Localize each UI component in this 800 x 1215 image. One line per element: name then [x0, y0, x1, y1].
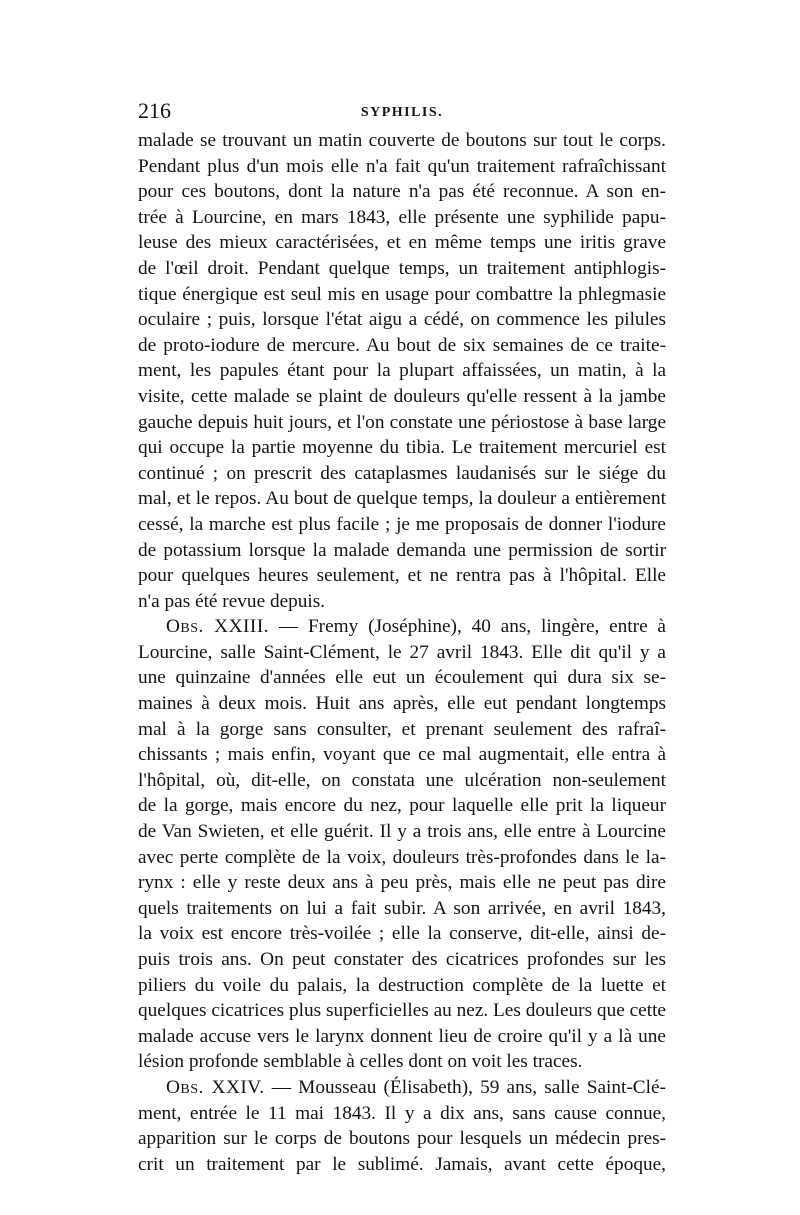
- line-text: rynx : elle y reste deux ans à peu près, mais elle ne peut pas dire: [138, 872, 666, 894]
- line-text: l'hôpital, où, dit-elle, on constata une ulcération non-seulement: [138, 769, 666, 791]
- line-text: leuse des mieux caractérisées, et en même temps une iritis grave: [138, 232, 666, 254]
- line-text: Pendant plus d'un mois elle n'a fait qu'un traitement rafraîchissant: [138, 155, 666, 177]
- text-line: [138, 896, 666, 922]
- text-line: [138, 410, 666, 436]
- observation-label: Obs. XXIV.: [166, 1076, 265, 1098]
- text-line: [138, 998, 666, 1024]
- line-text: Lourcine, salle Saint-Clément, le 27 avril 1843. Elle dit qu'il y a: [138, 641, 666, 663]
- line-text: apparition sur le corps de boutons pour lesquels un médecin pres-: [138, 1128, 666, 1150]
- line-text: puis trois ans. On peut constater des cicatrices profondes sur les: [138, 949, 666, 970]
- text-line: [138, 845, 666, 871]
- line-text: cessé, la marche est plus facile ; je me proposais de donner l'iodure: [138, 513, 666, 535]
- line-text: pour quelques heures seulement, et ne rentra pas à l'hôpital. Elle: [138, 565, 666, 587]
- line-text: quels traitements on lui a fait subir. A son arrivée, en avril 1843,: [138, 897, 666, 919]
- text-line: [138, 486, 666, 512]
- line-text: oculaire ; puis, lorsque l'état aigu a cédé, on commence les pilules: [138, 309, 666, 331]
- line-text: malade se trouvant un matin couverte de boutons sur tout le corps.: [138, 130, 666, 151]
- line-text: ment, les papules étant pour la plupart affaissées, un matin, à la: [138, 360, 666, 382]
- line-text: gauche depuis huit jours, et l'on constate une périostose à base large: [138, 411, 666, 433]
- line-text: visite, cette malade se plaint de douleurs qu'elle ressent à la jambe: [138, 385, 666, 407]
- text-line: [138, 614, 666, 640]
- line-text: lésion profonde semblable à celles dont on voit les traces.: [138, 1051, 583, 1073]
- text-line: [138, 358, 666, 384]
- text-line: [138, 461, 666, 487]
- text-line: [138, 819, 666, 845]
- line-text: mal à la gorge sans consulter, et prenant seulement des rafraî-: [138, 718, 666, 740]
- text-line: [138, 538, 666, 564]
- page-number: 216: [138, 98, 171, 123]
- line-text: mal, et le repos. Au bout de quelque temps, la douleur a entièrement: [138, 488, 666, 510]
- running-head: [138, 96, 666, 126]
- line-text: crit un traitement par le sublimé. Jamais, avant cette époque,: [138, 1153, 666, 1175]
- text-line: [138, 589, 666, 615]
- text-line: [138, 1101, 666, 1127]
- line-text: de Van Swieten, et elle guérit. Il y a trois ans, elle entre à Lourcine: [138, 821, 666, 843]
- body-text: [138, 128, 666, 1177]
- text-line: [138, 1075, 666, 1101]
- line-text: quelques cicatrices plus superficielles au nez. Les douleurs que cette: [138, 1000, 666, 1022]
- text-line: [138, 384, 666, 410]
- text-line: [138, 1126, 666, 1152]
- text-line: [138, 973, 666, 999]
- text-line: [138, 307, 666, 333]
- text-line: [138, 230, 666, 256]
- text-line: [138, 205, 666, 231]
- observation-label: Obs. XXIII.: [166, 616, 270, 638]
- line-text: de potassium lorsque la malade demanda une permission de sortir: [138, 539, 666, 561]
- text-line: [138, 1024, 666, 1050]
- text-line: [138, 793, 666, 819]
- line-text: continué ; on prescrit des cataplasmes laudanisés sur le siége du: [138, 462, 666, 484]
- line-text: maines à deux mois. Huit ans après, elle eut pendant longtemps: [138, 693, 666, 715]
- line-text: une quinzaine d'années elle eut un écoulement qui dura six se-: [138, 667, 666, 689]
- line-text: ment, entrée le 11 mai 1843. Il y a dix ans, sans cause connue,: [138, 1102, 666, 1124]
- line-text: de la gorge, mais encore du nez, pour laquelle elle prit la liqueur: [138, 795, 666, 817]
- text-line: [138, 435, 666, 461]
- line-text: de l'œil droit. Pendant quelque temps, un traitement antiphlogis-: [138, 257, 666, 279]
- line-text: de proto-iodure de mercure. Au bout de six semaines de ce traite-: [138, 334, 666, 356]
- text-line: [138, 1049, 666, 1075]
- running-title: SYPHILIS.: [360, 105, 444, 120]
- text-line: [138, 1152, 666, 1178]
- text-line: [138, 512, 666, 538]
- line-text: qui occupe la partie moyenne du tibia. Le traitement mercuriel est: [138, 437, 666, 459]
- text-line: [138, 333, 666, 359]
- text-line: [138, 154, 666, 180]
- line-text: tique énergique est seul mis en usage pour combattre la phlegmasie: [138, 283, 666, 305]
- line-text: n'a pas été revue depuis.: [138, 590, 326, 612]
- book-page: [138, 96, 666, 1196]
- line-text: — Fremy (Joséphine), 40 ans, lingère, entre à: [269, 616, 666, 638]
- text-line: [138, 640, 666, 666]
- text-line: [138, 665, 666, 691]
- line-text: chissants ; mais enfin, voyant que ce mal augmentait, elle entra à: [138, 744, 666, 766]
- text-line: [138, 947, 666, 973]
- text-line: [138, 870, 666, 896]
- line-text: pour ces boutons, dont la nature n'a pas été reconnue. A son en-: [138, 181, 666, 203]
- text-line: [138, 921, 666, 947]
- text-line: [138, 691, 666, 717]
- line-text: piliers du voile du palais, la destruction complète de la luette et: [138, 974, 666, 996]
- line-text: malade accuse vers le larynx donnent lieu de croire qu'il y a là une: [138, 1025, 666, 1047]
- text-line: [138, 768, 666, 794]
- line-text: la voix est encore très-voilée ; elle la conserve, dit-elle, ainsi de-: [138, 923, 666, 945]
- line-text: avec perte complète de la voix, douleurs très-profondes dans le la-: [138, 846, 666, 868]
- text-line: [138, 179, 666, 205]
- text-line: [138, 563, 666, 589]
- text-line: [138, 128, 666, 154]
- line-text: — Mousseau (Élisabeth), 59 ans, salle Saint-Clé-: [264, 1076, 666, 1098]
- text-line: [138, 256, 666, 282]
- text-line: [138, 717, 666, 743]
- text-line: [138, 742, 666, 768]
- line-text: trée à Lourcine, en mars 1843, elle présente une syphilide papu-: [138, 206, 666, 228]
- text-line: [138, 282, 666, 308]
